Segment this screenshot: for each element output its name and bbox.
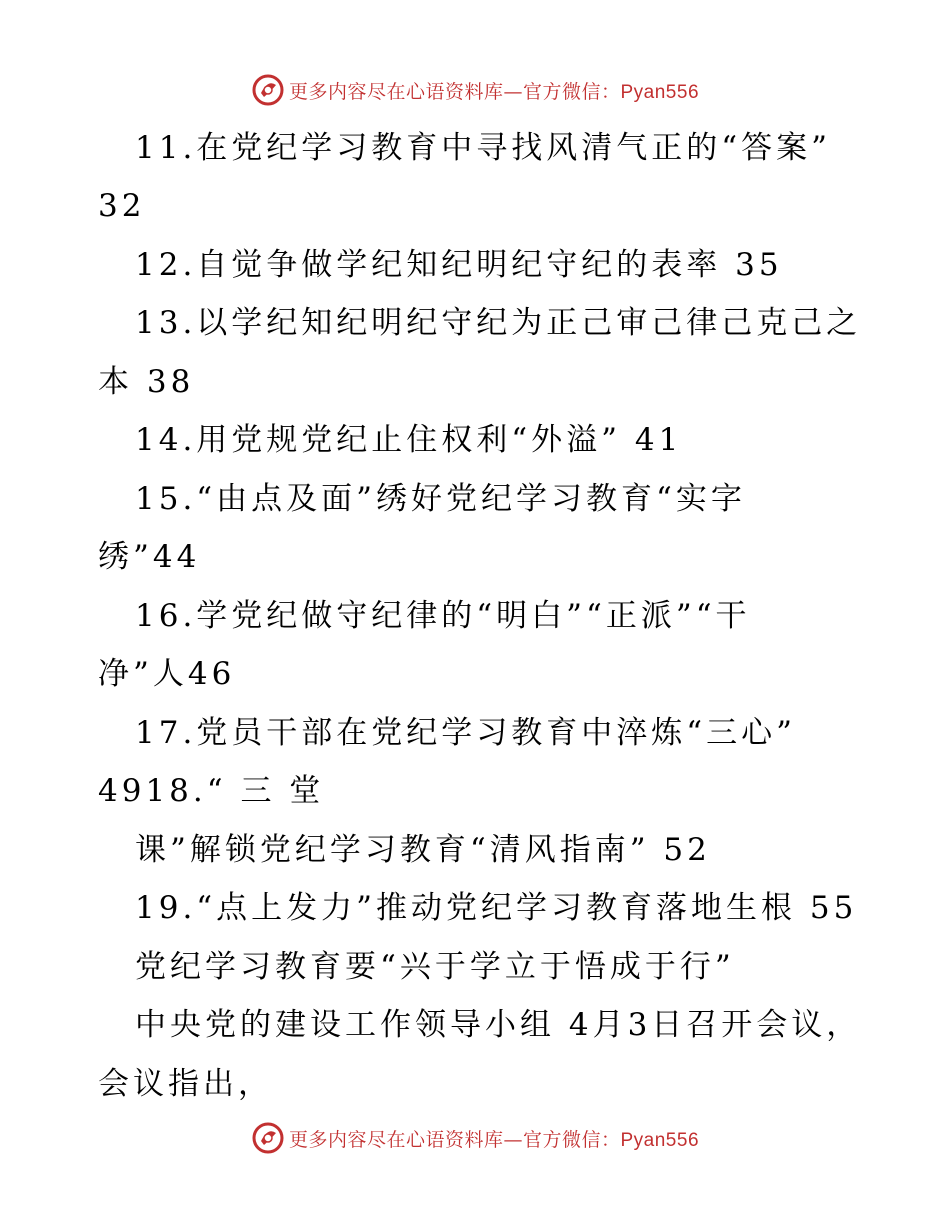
- toc-line: 14.用党规党纪止住权利“外溢” 41: [135, 422, 683, 458]
- toc-line: 课”解锁党纪学习教育“清风指南” 52: [135, 832, 711, 868]
- seal-logo-icon: [251, 1121, 285, 1155]
- watermark-text: 更多内容尽在心语资料库—官方微信：Pyan556: [288, 1128, 700, 1151]
- watermark-banner-bottom: [0, 1118, 950, 1158]
- watermark-wechat-id: Pyan556: [620, 1129, 700, 1151]
- toc-line: 净”人46: [98, 656, 236, 692]
- toc-line: 4918.“ 三 堂: [98, 773, 325, 809]
- toc-line: 32: [98, 188, 146, 224]
- toc-line: 11.在党纪学习教育中寻找风清气正的“答案”: [135, 130, 831, 166]
- watermark-text: 更多内容尽在心语资料库—官方微信：Pyan556: [288, 80, 700, 103]
- toc-line: 绣”44: [98, 539, 201, 575]
- toc-line: 17.党员干部在党纪学习教育中淬炼“三心”: [135, 715, 796, 751]
- body-paragraph-line: 会议指出，: [98, 1066, 273, 1102]
- toc-line: 15.“由点及面”绣好党纪学习教育“实字: [135, 481, 746, 517]
- watermark-wechat-id: Pyan556: [620, 81, 700, 103]
- toc-line: 13.以学纪知纪明纪守纪为正己审己律己克己之: [135, 305, 862, 341]
- toc-line: 本 38: [98, 364, 195, 400]
- toc-line: 16.学党纪做守纪律的“明白”“正派”“干: [135, 598, 751, 634]
- body-paragraph-line: 中央党的建设工作领导小组 4月3日召开会议，: [135, 1007, 862, 1043]
- toc-line: 12.自觉争做学纪知纪明纪守纪的表率 35: [135, 247, 783, 283]
- toc-line: 19.“点上发力”推动党纪学习教育落地生根 55: [135, 890, 858, 926]
- section-heading: 党纪学习教育要“兴于学立于悟成于行”: [135, 949, 735, 985]
